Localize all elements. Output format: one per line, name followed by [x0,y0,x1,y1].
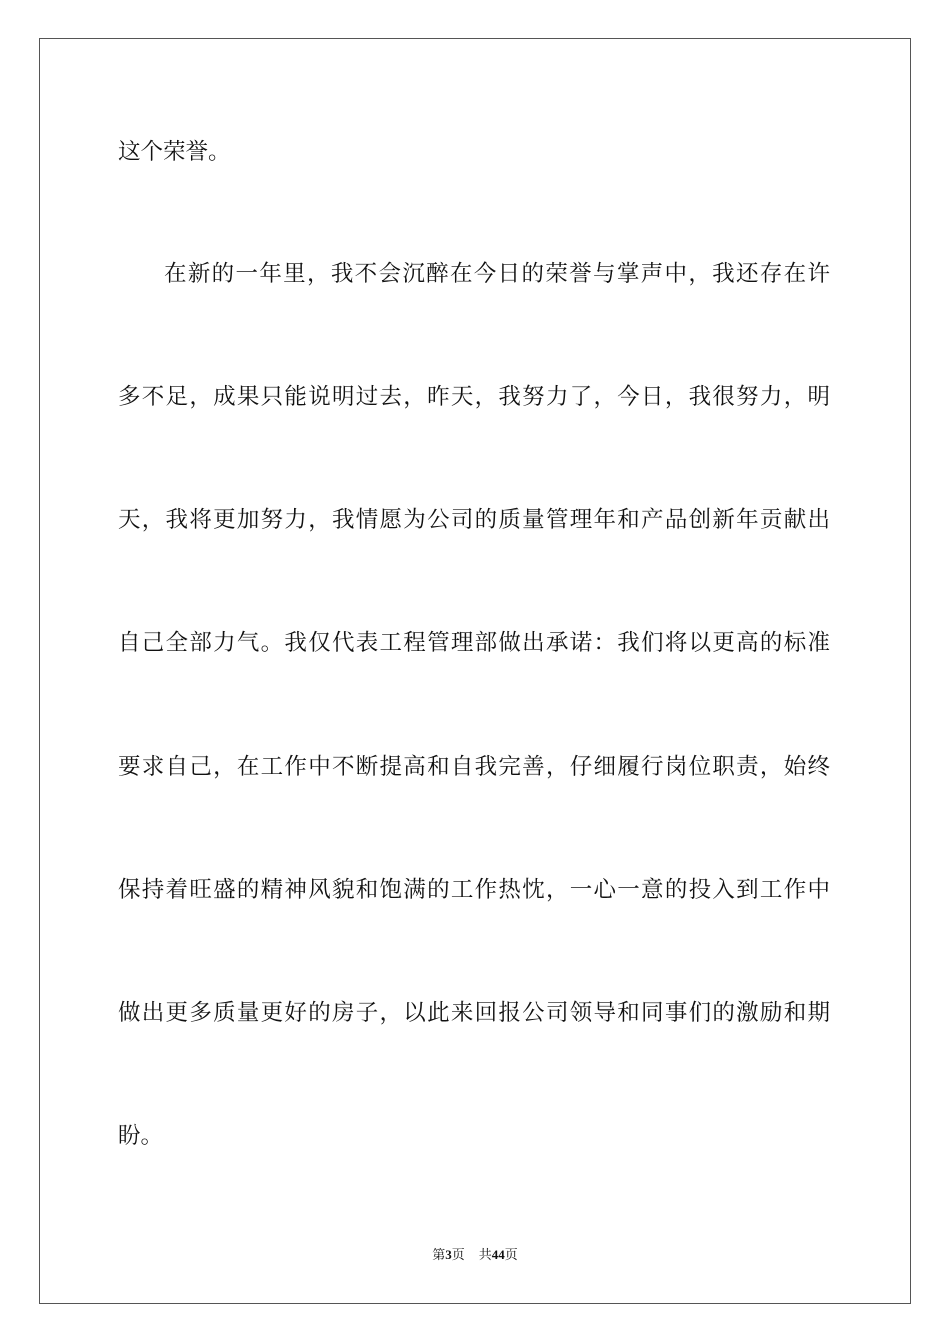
page-number: 3 [445,1247,452,1262]
body-line-5: 自己全部力气。我仅代表工程管理部做出承诺：我们将以更高的标准 [118,630,830,656]
body-line-8: 做出更多质量更好的房子，以此来回报公司领导和同事们的激励和期 [118,1000,830,1026]
total-prefix: 共 [478,1247,492,1262]
body-line-4: 天，我将更加努力，我情愿为公司的质量管理年和产品创新年贡献出 [118,507,830,533]
page-footer [0,1246,950,1264]
page-prefix: 第 [432,1247,446,1262]
body-line-3: 多不足，成果只能说明过去，昨天，我努力了，今日，我很努力，明 [118,384,830,410]
page-border [39,38,911,1304]
body-line-9: 盼。 [118,1123,164,1149]
total-suffix: 页 [504,1247,518,1262]
body-line-6: 要求自己，在工作中不断提高和自我完善，仔细履行岗位职责，始终 [118,754,830,780]
page-suffix: 页 [451,1247,465,1262]
body-line-2: 在新的一年里，我不会沉醉在今日的荣誉与掌声中，我还存在许 [164,261,830,287]
total-pages: 44 [491,1247,505,1262]
body-line-7: 保持着旺盛的精神风貌和饱满的工作热忱，一心一意的投入到工作中 [118,877,830,903]
body-line-1: 这个荣誉。 [118,139,231,165]
